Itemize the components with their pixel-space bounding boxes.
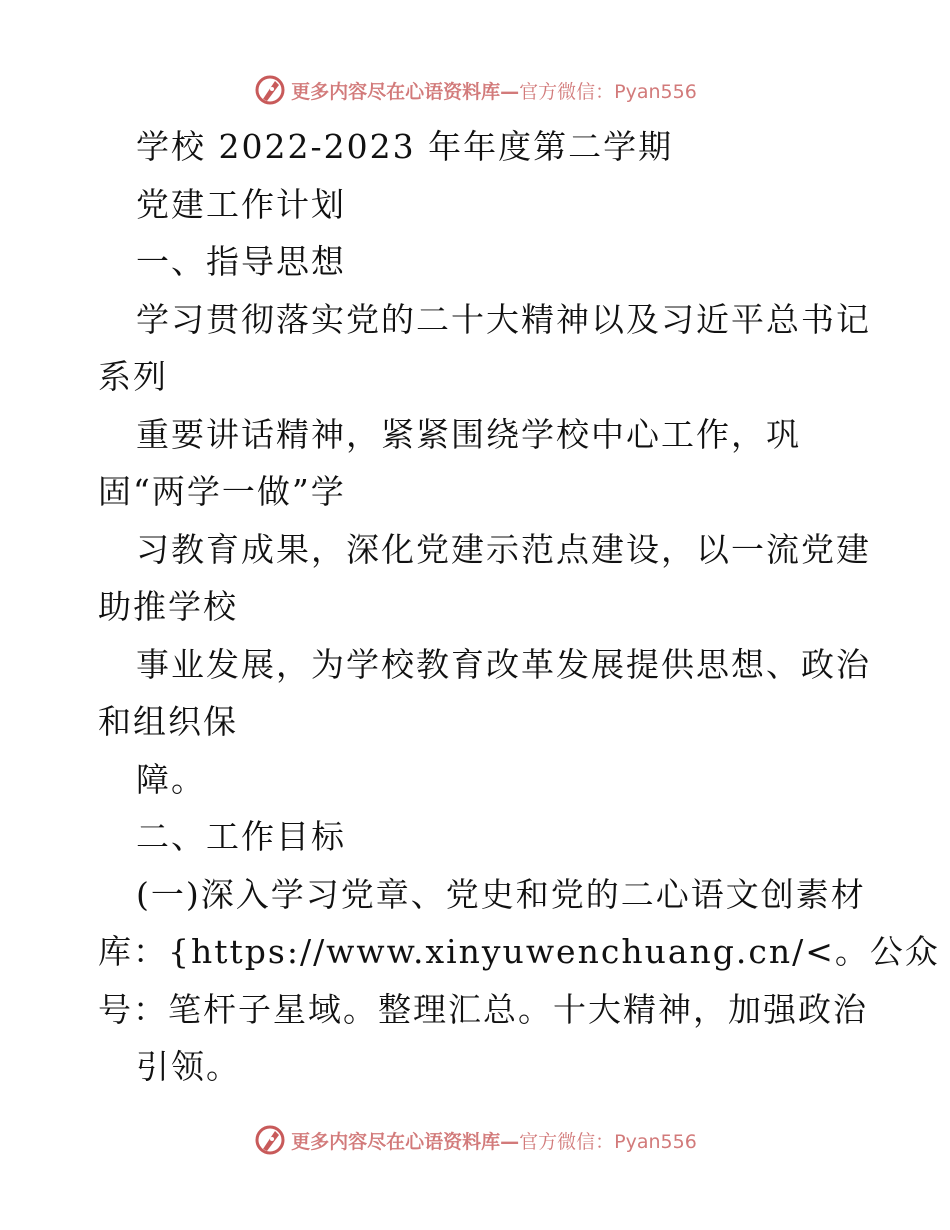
paragraph-line: 助推学校 — [98, 587, 238, 626]
paragraph-line: 学习贯彻落实党的二十大精神以及习近平总书记 — [136, 300, 871, 339]
document-subtitle: 党建工作计划 — [136, 185, 346, 224]
pen-nib-circle-icon — [253, 73, 287, 107]
watermark-wechat: 官方微信：Pyan556 — [519, 80, 697, 103]
paragraph-line: 事业发展，为学校教育改革发展提供思想、政治 — [136, 645, 871, 684]
section-heading-work-goals: 二、工作目标 — [136, 817, 346, 856]
paragraph-line: 库：{https://www.xinyuwenchuang.cn/<。公众 — [98, 932, 940, 971]
watermark-wechat: 官方微信：Pyan556 — [519, 1130, 697, 1153]
top-watermark-banner — [0, 70, 950, 110]
watermark-text: 更多内容尽在心语资料库— — [291, 1130, 520, 1153]
paragraph-line: 固“两学一做”学 — [98, 472, 346, 511]
paragraph-line: 引领。 — [136, 1047, 241, 1086]
section-heading-guiding-ideology: 一、指导思想 — [136, 242, 346, 281]
paragraph-line: 障。 — [136, 760, 206, 799]
paragraph-line: 习教育成果，深化党建示范点建设，以一流党建 — [136, 530, 871, 569]
paragraph-line: 和组织保 — [98, 702, 238, 741]
paragraph-line: 号：笔杆子星域。整理汇总。十大精神，加强政治 — [98, 990, 868, 1029]
paragraph-line: 重要讲话精神，紧紧围绕学校中心工作，巩 — [136, 415, 801, 454]
document-title: 学校 2022-2023 年年度第二学期 — [136, 127, 674, 166]
paragraph-line: (一)深入学习党章、党史和党的二心语文创素材 — [136, 875, 866, 914]
pen-nib-circle-icon — [253, 1123, 287, 1157]
watermark-text: 更多内容尽在心语资料库— — [291, 80, 520, 103]
bottom-watermark-banner — [0, 1120, 950, 1160]
paragraph-line: 系列 — [98, 357, 168, 396]
